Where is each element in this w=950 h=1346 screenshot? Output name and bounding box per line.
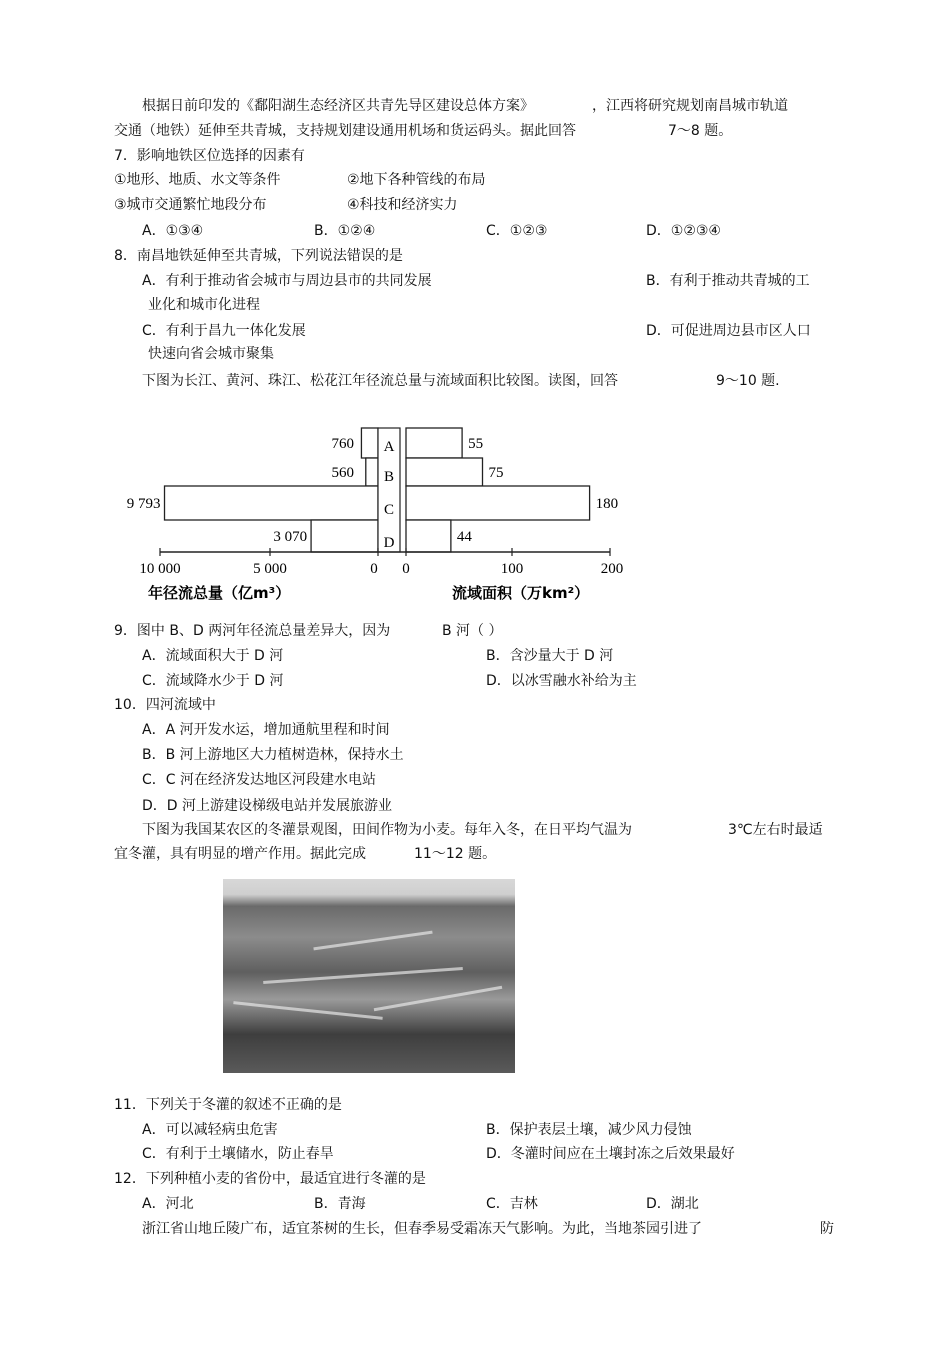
option-a: A．河北	[142, 1196, 194, 1212]
question-stem-cont: B 河（ ）	[442, 623, 503, 639]
right-axis-title: 流域面积（万km²）	[452, 584, 590, 602]
factor-item: ①地形、地质、水文等条件	[114, 172, 281, 188]
intro-text: 9～10 题.	[716, 373, 780, 389]
intro-text: 11～12 题。	[414, 846, 497, 862]
option-c: C．有利于土壤储水，防止春旱	[142, 1146, 334, 1162]
right-tick-label: 0	[402, 561, 410, 577]
option-a: A．A 河开发水运，增加通航里程和时间	[142, 722, 390, 738]
question-stem: 8．南昌地铁延伸至共青城，下列说法错误的是	[114, 248, 403, 264]
runoff-value-label: 760	[331, 436, 354, 452]
intro-text: 防	[820, 1221, 834, 1237]
question-stem: 7．影响地铁区位选择的因素有	[114, 148, 305, 164]
intro-text: 浙江省山地丘陵广布，适宜茶树的生长，但春季易受霜冻天气影响。为此，当地茶园引进了	[142, 1221, 702, 1237]
category-label: C	[383, 502, 395, 518]
option-b: B．含沙量大于 D 河	[486, 648, 614, 664]
option-d: D．冬灌时间应在土壤封冻之后效果最好	[486, 1146, 735, 1162]
factor-item: ②地下各种管线的布局	[347, 172, 486, 188]
intro-text: 交通（地铁）延伸至共青城，支持规划建设通用机场和货运码头。据此回答	[114, 123, 576, 139]
category-label: A	[383, 439, 395, 455]
intro-text: 下图为长江、黄河、珠江、松花江年径流总量与流域面积比较图。读图，回答	[142, 373, 618, 389]
option-c: C．有利于昌九一体化发展	[142, 323, 306, 339]
area-value-label: 180	[595, 496, 619, 512]
option-a: A．有利于推动省会城市与周边县市的共同发展	[142, 273, 432, 289]
option-c: C．吉林	[486, 1196, 538, 1212]
option-b: B．B 河上游地区大力植树造林，保持水土	[142, 747, 404, 763]
left-tick-label: 10 000	[139, 561, 181, 577]
option-c: C．C 河在经济发达地区河段建水电站	[142, 772, 377, 788]
option-b-cont: 业化和城市化进程	[148, 297, 260, 313]
left-axis-title: 年径流总量（亿m³）	[148, 584, 291, 602]
area-bar-D	[406, 520, 451, 552]
runoff-bars	[127, 428, 378, 552]
option-d: D．①②③④	[646, 223, 721, 239]
option-c: C．①②③	[486, 223, 548, 239]
runoff-value-label: 560	[331, 465, 354, 481]
factor-item: ④科技和经济实力	[347, 197, 458, 213]
area-bars	[406, 428, 618, 552]
option-b: B．保护表层土壤，减少风力侵蚀	[486, 1122, 692, 1138]
question-stem: 11．下列关于冬灌的叙述不正确的是	[114, 1097, 342, 1113]
intro-text: 下图为我国某农区的冬灌景观图，田间作物为小麦。每年入冬，在日平均气温为	[142, 822, 632, 838]
intro-text: 根据日前印发的《鄱阳湖生态经济区共青先导区建设总体方案》	[142, 98, 534, 114]
area-value-label: 75	[488, 465, 504, 481]
intro-text: 7～8 题。	[668, 123, 733, 139]
runoff-bar-A	[361, 428, 378, 458]
question-stem: 9．图中 B、D 两河年径流总量差异大，因为	[114, 623, 391, 639]
option-c: C．流域降水少于 D 河	[142, 673, 284, 689]
runoff-bar-D	[311, 520, 378, 552]
category-label: B	[383, 469, 395, 485]
option-d: D．以冰雪融水补给为主	[486, 673, 637, 689]
right-tick-label: 100	[500, 561, 524, 577]
option-b: B．青海	[314, 1196, 366, 1212]
area-bar-A	[406, 428, 462, 458]
question-stem: 12．下列种植小麦的省份中，最适宜进行冬灌的是	[114, 1171, 426, 1187]
option-d: D．可促进周边县市区人口	[646, 323, 811, 339]
area-bar-B	[406, 458, 483, 486]
winter-irrigation-photo	[223, 879, 515, 1073]
option-a: A．流域面积大于 D 河	[142, 648, 284, 664]
intro-text: ，江西将研究规划南昌城市轨道	[592, 98, 788, 114]
left-tick-label: 5 000	[253, 561, 287, 577]
area-bar-C	[406, 486, 590, 520]
option-a: A．①③④	[142, 223, 204, 239]
runoff-value-label: 3 070	[273, 529, 308, 545]
option-d: D．湖北	[646, 1196, 699, 1212]
runoff-bar-B	[366, 458, 378, 486]
right-tick-label: 200	[600, 561, 624, 577]
option-b: B．①②④	[314, 223, 376, 239]
option-d-cont: 快速向省会城市聚集	[148, 346, 274, 362]
area-value-label: 44	[456, 529, 472, 545]
runoff-value-label: 9 793	[126, 496, 161, 512]
category-label: D	[383, 535, 395, 551]
intro-text: 3℃左右时最适	[728, 822, 823, 838]
factor-item: ③城市交通繁忙地段分布	[114, 197, 267, 213]
runoff-bar-C	[165, 486, 378, 520]
intro-text: 宜冬灌，具有明显的增产作用。据此完成	[114, 846, 366, 862]
left-tick-label: 0	[370, 561, 378, 577]
option-a: A．可以减轻病虫危害	[142, 1122, 278, 1138]
area-value-label: 55	[468, 436, 484, 452]
option-b: B．有利于推动共青城的工	[646, 273, 810, 289]
question-stem: 10．四河流域中	[114, 697, 216, 713]
runoff-area-chart	[120, 420, 640, 610]
option-d: D．D 河上游建设梯级电站并发展旅游业	[142, 798, 393, 814]
